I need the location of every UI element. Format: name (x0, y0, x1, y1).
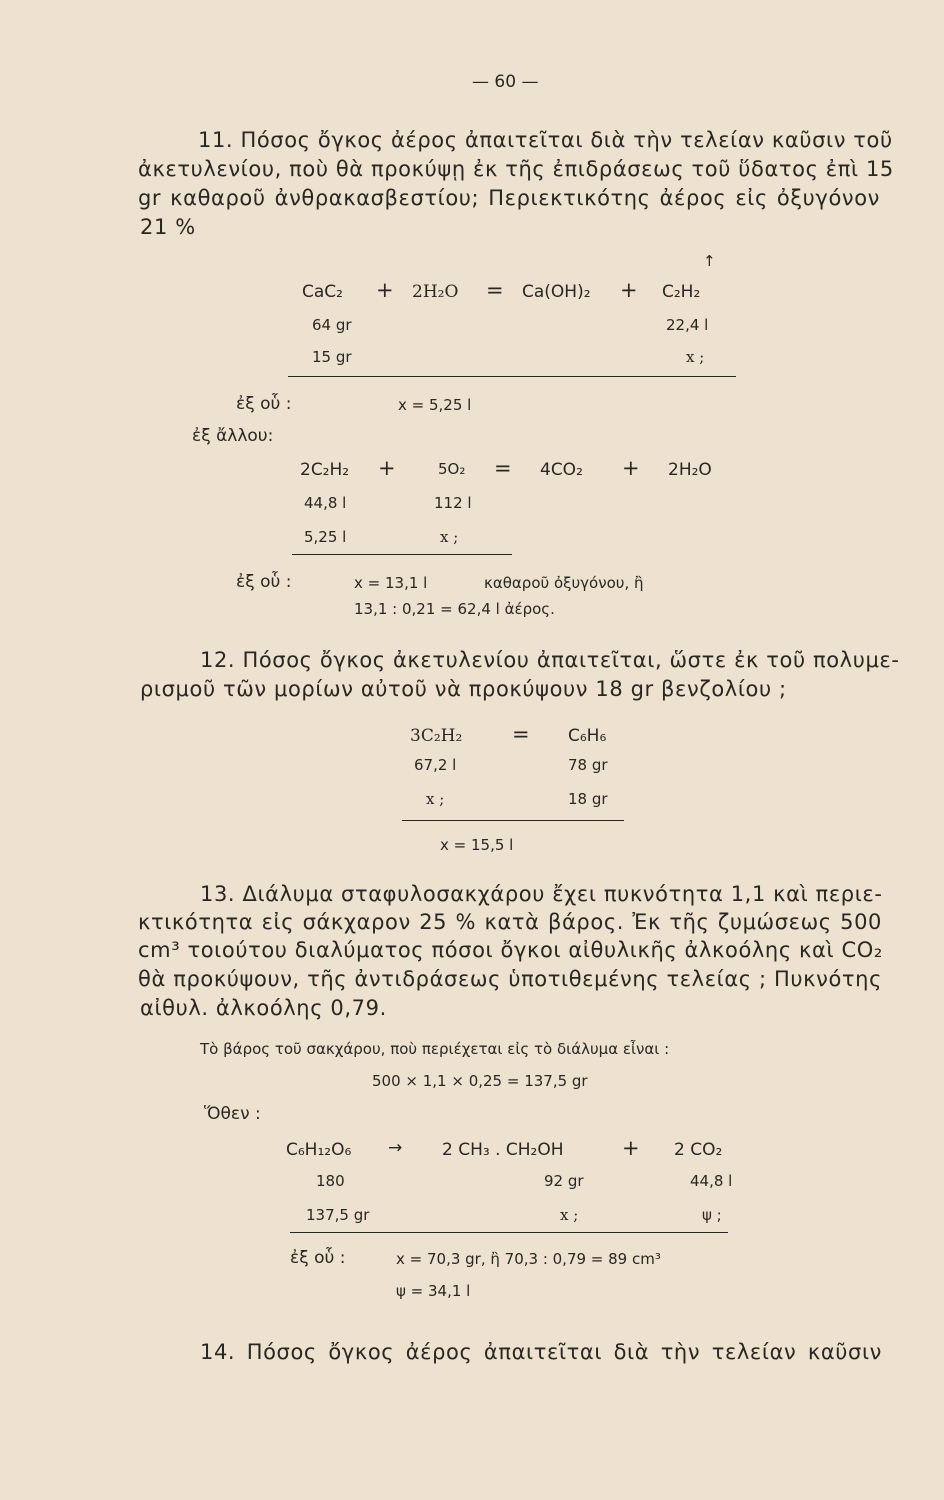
unknown-x: x ; (686, 348, 705, 366)
unknown-x: x ; (426, 790, 445, 808)
result-x-15-5: x = 15,5 l (440, 836, 514, 854)
mass-92: 92 gr (544, 1172, 584, 1190)
problem-13-line-4: θὰ προκύψουν, τῆς ἀντιδράσεως ὑποτιθεμένης τελείας ; Πυκνότης (138, 967, 882, 991)
result-x-13-1: x = 13,1 l (354, 574, 428, 592)
problem-13-line-2: κτικότητα εἰς σάκχαρον 25 % κατὰ βάρος. Ἐκ τῆς ζυμώσεως 500 (138, 910, 882, 934)
formula-glucose: C₆H₁₂O₆ (286, 1140, 352, 1160)
unknown-x: x ; (560, 1206, 579, 1224)
hence-label: Ὅθεν : (204, 1104, 261, 1124)
formula-benzene: C₆H₆ (568, 726, 607, 746)
problem-11-line-3: gr καθαροῦ ἀνθρακασβεστίου; Περιεκτικότης ἀέρος εἰς ὀξυγόνον (138, 186, 880, 210)
equals-sign: = (494, 456, 513, 480)
unknown-psi: ψ ; (702, 1206, 722, 1224)
mass-18: 18 gr (568, 790, 608, 808)
result-psi-34-1: ψ = 34,1 l (396, 1282, 471, 1300)
plus-sign: + (622, 456, 641, 480)
sugar-weight-calculation: 500 × 1,1 × 0,25 = 137,5 gr (372, 1072, 588, 1090)
plus-sign: + (622, 1136, 641, 1160)
equals-sign: = (486, 278, 505, 302)
mass-78: 78 gr (568, 756, 608, 774)
mass-137-5: 137,5 gr (306, 1206, 370, 1224)
page-number: — 60 — (472, 72, 539, 92)
other-label: ἐξ ἄλλου: (192, 426, 274, 446)
sugar-weight-text: Τὸ βάρος τοῦ σακχάρου, ποὺ περιέχεται εἰς τὸ διάλυμα εἶναι : (200, 1040, 670, 1058)
volume-5-25: 5,25 l (304, 528, 347, 546)
whence-label: ἐξ οὗ : (290, 1248, 346, 1268)
plus-sign: + (376, 278, 395, 302)
formula-oxygen: 5O₂ (438, 460, 466, 478)
problem-13-line-1: 13. Διάλυμα σταφυλοσακχάρου ἔχει πυκνότητα 1,1 καὶ περιε- (200, 882, 883, 906)
result-x-70-3: x = 70,3 gr, ἢ 70,3 : 0,79 = 89 cm³ (396, 1250, 661, 1268)
reaction-arrow-icon: → (388, 1138, 403, 1158)
pure-oxygen-note: καθαροῦ ὀξυγόνου, ἢ (484, 574, 644, 592)
problem-12-line-2: ρισμοῦ τῶν μορίων αὐτοῦ νὰ προκύψουν 18 gr βενζολίου ; (140, 677, 787, 701)
unknown-x: x ; (440, 528, 459, 546)
divider-line (292, 554, 512, 555)
formula-acetylene-3: 3C₂H₂ (410, 726, 463, 746)
volume-112: 112 l (434, 494, 472, 512)
problem-13-line-5: αἰθυλ. ἀλκοόλης 0,79. (140, 996, 387, 1020)
whence-label: ἐξ οὗ : (236, 572, 292, 592)
equals-sign: = (512, 722, 531, 746)
problem-13-line-3: cm³ τοιούτου διαλύματος πόσοι ὄγκοι αἰθυλικῆς ἀλκοόλης καὶ CO₂ (138, 938, 883, 962)
volume-44-8: 44,8 l (304, 494, 347, 512)
formula-acetylene-2: 2C₂H₂ (300, 460, 350, 480)
problem-11-line-1: 11. Πόσος ὄγκος ἀέρος ἀπαιτεῖται διὰ τὴν τελείαν καῦσιν τοῦ (198, 128, 893, 152)
divider-line (290, 1232, 728, 1233)
formula-cac2: CaC₂ (302, 282, 343, 302)
problem-11-line-4: 21 % (140, 215, 196, 239)
result-x-5-25: x = 5,25 l (398, 396, 472, 414)
problem-11-line-2: ἀκετυλενίου, ποὺ θὰ προκύψῃ ἐκ τῆς ἐπιδράσεως τοῦ ὕδατος ἐπὶ 15 (138, 157, 894, 181)
air-volume-result: 13,1 : 0,21 = 62,4 l ἀέρος. (354, 600, 555, 618)
volume-67-2: 67,2 l (414, 756, 457, 774)
mass-180: 180 (316, 1172, 345, 1190)
problem-12-line-1: 12. Πόσος ὄγκος ἀκετυλενίου ἀπαιτεῖται, ὥστε ἐκ τοῦ πολυμε- (200, 648, 900, 672)
mass-15: 15 gr (312, 348, 352, 366)
formula-water: 2H₂O (412, 282, 459, 302)
formula-water-2: 2H₂O (668, 460, 712, 480)
formula-acetylene: C₂H₂ (662, 282, 701, 302)
gas-arrow-icon: ↑ (703, 252, 716, 270)
plus-sign: + (620, 278, 639, 302)
problem-14-line-1: 14. Πόσος ὄγκος ἀέρος ἀπαιτεῖται διὰ τὴν τελείαν καῦσιν (200, 1340, 882, 1364)
whence-label: ἐξ οὗ : (236, 394, 292, 414)
formula-co2-2: 2 CO₂ (674, 1140, 723, 1160)
divider-line (402, 820, 624, 821)
mass-64: 64 gr (312, 316, 352, 334)
formula-calcium-hydroxide: Ca(OH)₂ (522, 282, 591, 302)
plus-sign: + (378, 456, 397, 480)
divider-line (288, 376, 736, 377)
volume-22-4: 22,4 l (666, 316, 709, 334)
formula-co2: 4CO₂ (540, 460, 583, 480)
formula-ethanol: 2 CH₃ . CH₂OH (442, 1140, 564, 1160)
volume-44-8-b: 44,8 l (690, 1172, 733, 1190)
